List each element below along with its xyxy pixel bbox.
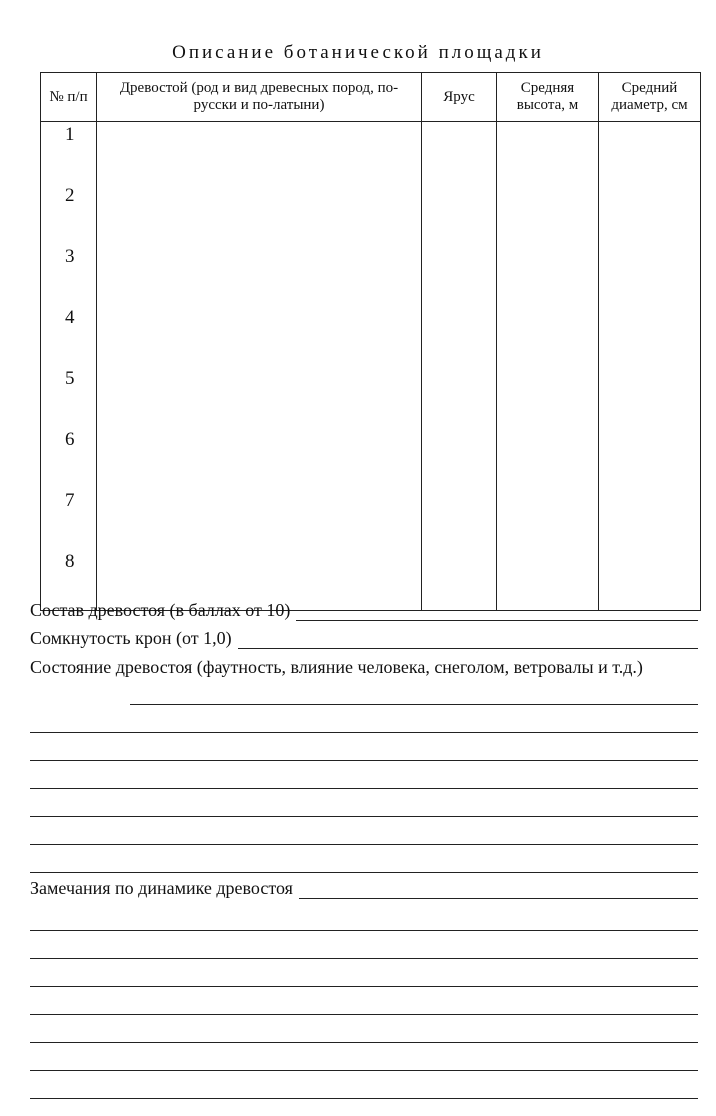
header-avg-diameter: Средний диаметр, см: [599, 73, 701, 122]
condition-line[interactable]: [30, 732, 698, 733]
row-number: 6: [41, 427, 97, 488]
table-header-row: [41, 73, 701, 122]
tree-stand-cell[interactable]: [97, 366, 422, 427]
tree-stand-table: [40, 72, 701, 611]
table-row: [41, 183, 701, 244]
condition-line[interactable]: [30, 760, 698, 761]
tier-cell[interactable]: [422, 427, 497, 488]
header-tree-stand: Древостой (род и вид древесных пород, по-русски и по-латыни): [97, 73, 422, 122]
diameter-cell[interactable]: [599, 183, 701, 244]
tier-cell[interactable]: [422, 488, 497, 549]
diameter-cell[interactable]: [599, 427, 701, 488]
row-number: 7: [41, 488, 97, 549]
remarks-line[interactable]: [30, 1014, 698, 1015]
height-cell[interactable]: [497, 427, 599, 488]
condition-label: Состояние древостоя (фаутность, влияние человека, снеголом, ветровалы и т.д.): [30, 657, 643, 677]
tier-cell[interactable]: [422, 244, 497, 305]
remarks-label: Замечания по динамике древостоя: [30, 878, 293, 898]
tree-stand-cell[interactable]: [97, 488, 422, 549]
diameter-cell[interactable]: [599, 122, 701, 184]
condition-line[interactable]: [30, 816, 698, 817]
crown-closure-field: [30, 628, 698, 649]
table-row: [41, 244, 701, 305]
condition-line[interactable]: [30, 844, 698, 845]
table-row: [41, 427, 701, 488]
tree-stand-cell[interactable]: [97, 427, 422, 488]
diameter-cell[interactable]: [599, 366, 701, 427]
composition-line[interactable]: [296, 604, 698, 621]
table-row: [41, 488, 701, 549]
remarks-line[interactable]: [30, 1042, 698, 1043]
tree-stand-cell[interactable]: [97, 183, 422, 244]
crown-closure-line[interactable]: [238, 632, 698, 649]
header-number: № п/п: [41, 73, 97, 122]
remarks-line[interactable]: [30, 930, 698, 931]
header-avg-height: Средняя высота, м: [497, 73, 599, 122]
header-tier: Ярус: [422, 73, 497, 122]
remarks-line[interactable]: [30, 1098, 698, 1099]
tree-stand-cell[interactable]: [97, 122, 422, 184]
diameter-cell[interactable]: [599, 305, 701, 366]
crown-closure-label: Сомкнутость крон (от 1,0): [30, 628, 232, 648]
row-number: 2: [41, 183, 97, 244]
condition-line[interactable]: [30, 872, 698, 873]
remarks-line[interactable]: [30, 986, 698, 987]
height-cell[interactable]: [497, 122, 599, 184]
remarks-line[interactable]: [299, 882, 698, 899]
remarks-field: [30, 878, 698, 899]
remarks-line[interactable]: [30, 1070, 698, 1071]
row-number: 8: [41, 549, 97, 611]
diameter-cell[interactable]: [599, 244, 701, 305]
height-cell[interactable]: [497, 488, 599, 549]
tier-cell[interactable]: [422, 183, 497, 244]
height-cell[interactable]: [497, 305, 599, 366]
tree-stand-cell[interactable]: [97, 305, 422, 366]
condition-line[interactable]: [30, 788, 698, 789]
page-title: Описание ботанической площадки: [172, 42, 544, 63]
row-number: 5: [41, 366, 97, 427]
row-number: 1: [41, 122, 97, 184]
diameter-cell[interactable]: [599, 488, 701, 549]
height-cell[interactable]: [497, 366, 599, 427]
tier-cell[interactable]: [422, 305, 497, 366]
remarks-line[interactable]: [30, 958, 698, 959]
table-row: [41, 305, 701, 366]
row-number: 4: [41, 305, 97, 366]
height-cell[interactable]: [497, 183, 599, 244]
table-row: [41, 122, 701, 184]
height-cell[interactable]: [497, 244, 599, 305]
table-row: [41, 366, 701, 427]
tier-cell[interactable]: [422, 366, 497, 427]
tree-stand-cell[interactable]: [97, 244, 422, 305]
condition-line[interactable]: [130, 704, 698, 705]
tier-cell[interactable]: [422, 122, 497, 184]
composition-field: [30, 600, 698, 621]
composition-label: Состав древостоя (в баллах от 10): [30, 600, 291, 620]
row-number: 3: [41, 244, 97, 305]
